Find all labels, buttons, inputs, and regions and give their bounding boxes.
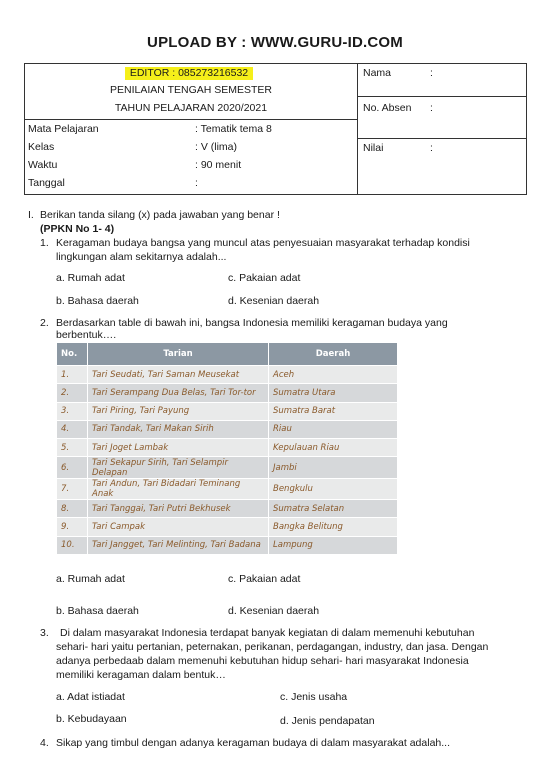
waktu-value: : 90 menit <box>195 159 242 171</box>
cell-no: 8. <box>57 500 88 518</box>
mapel-value: : Tematik tema 8 <box>195 123 272 135</box>
mapel-label: Mata Pelajaran <box>28 123 99 135</box>
cell-no: 2. <box>57 384 88 402</box>
exam-title: PENILAIAN TENGAH SEMESTER <box>109 84 272 96</box>
section-instruction: Berikan tanda silang (x) pada jawaban yang benar ! <box>40 209 280 221</box>
cell-tarian: Tari Campak <box>88 518 269 536</box>
table-row <box>57 439 398 457</box>
question-text: Keragaman budaya bangsa yang muncul atas penyesuaian masyarakat terhadap kondisi <box>56 237 470 249</box>
table-row <box>57 366 398 384</box>
nama-colon: : <box>430 67 433 79</box>
question-text: Sikap yang timbul dengan adanya keragaman budaya di dalam masyarakat adalah... <box>56 737 451 749</box>
option-b: b. Bahasa daerah <box>56 295 139 307</box>
nama-label: Nama <box>363 67 392 79</box>
question-number: 1. <box>40 237 49 249</box>
question-number: 4. <box>40 737 49 749</box>
no-absen-label: No. Absen <box>363 102 412 114</box>
cell-daerah: Bangka Belitung <box>269 518 398 536</box>
col-header-no: No. <box>57 343 88 366</box>
kelas-value: : V (lima) <box>195 141 237 153</box>
nilai-colon: : <box>430 142 433 154</box>
question-text: Di dalam masyarakat Indonesia terdapat banyak kegiatan di dalam memenuhi kebutuhan <box>60 627 475 639</box>
cell-tarian: Tari Piring, Tari Payung <box>88 402 269 420</box>
header-divider <box>357 138 526 139</box>
cell-no: 1. <box>57 366 88 384</box>
cell-tarian: Tari Tandak, Tari Makan Sirih <box>88 420 269 438</box>
question-text: memiliki keragaman dalam bentuk… <box>56 669 226 681</box>
cell-tarian: Tari Joget Lambak <box>88 439 269 457</box>
cell-tarian: Tari Sekapur Sirih, Tari Selampir Delapan <box>88 457 269 478</box>
question-text: adanya perbedaab dalam memenuhi kebutuhan hidup sehari- hari masyarakat Indonesia <box>56 655 469 667</box>
option-c: c. Pakaian adat <box>228 272 301 284</box>
waktu-label: Waktu <box>28 159 58 171</box>
editor-contact: EDITOR : 085273216532 <box>125 67 253 80</box>
site-banner: UPLOAD BY : WWW.GURU-ID.COM <box>147 34 403 51</box>
question-text: sehari- hari yaitu pertanian, peternakan, perikanan, perdagangan, industry, dan jasa. Dengan <box>56 641 489 653</box>
cell-daerah: Sumatra Selatan <box>269 500 398 518</box>
no-absen-colon: : <box>430 102 433 114</box>
cell-tarian: Tari Jangget, Tari Melinting, Tari Badana <box>88 536 269 554</box>
question-text: Berdasarkan table di bawah ini, bangsa Indonesia memiliki keragaman budaya yang <box>56 317 448 329</box>
cell-no: 7. <box>57 478 88 499</box>
option-b: b. Bahasa daerah <box>56 605 139 617</box>
option-d: d. Kesenian daerah <box>228 605 320 617</box>
cell-daerah: Jambi <box>269 457 398 478</box>
cell-no: 3. <box>57 402 88 420</box>
option-d: d. Kesenian daerah <box>228 295 320 307</box>
cell-daerah: Sumatra Utara <box>269 384 398 402</box>
table-row <box>57 518 398 536</box>
col-header-daerah: Daerah <box>269 343 398 366</box>
cell-tarian: Tari Serampang Dua Belas, Tari Tor-tor <box>88 384 269 402</box>
table-row <box>57 478 398 499</box>
cell-tarian: Tari Tanggai, Tari Putri Bekhusek <box>88 500 269 518</box>
cell-no: 9. <box>57 518 88 536</box>
dance-region-table <box>56 342 398 555</box>
table-row <box>57 384 398 402</box>
cell-tarian: Tari Seudati, Tari Saman Meusekat <box>88 366 269 384</box>
tanggal-value: : <box>195 177 198 189</box>
cell-no: 6. <box>57 457 88 478</box>
cell-no: 4. <box>57 420 88 438</box>
cell-daerah: Lampung <box>269 536 398 554</box>
table-row <box>57 536 398 554</box>
option-b: b. Kebudayaan <box>56 713 127 725</box>
header-divider <box>25 119 357 120</box>
header-divider <box>357 64 358 194</box>
option-c: c. Jenis usaha <box>280 691 348 703</box>
option-d: d. Jenis pendapatan <box>280 715 375 727</box>
question-text: berbentuk…. <box>56 329 117 341</box>
nilai-label: Nilai <box>363 142 384 154</box>
cell-no: 10. <box>57 536 88 554</box>
question-number: 3. <box>40 627 49 639</box>
cell-daerah: Kepulauan Riau <box>269 439 398 457</box>
table-row <box>57 500 398 518</box>
question-text: lingkungan alam sekitarnya adalah... <box>56 251 227 263</box>
section-number: I. <box>28 209 34 221</box>
tanggal-label: Tanggal <box>28 177 65 189</box>
option-c: c. Pakaian adat <box>228 573 301 585</box>
table-row <box>57 402 398 420</box>
cell-daerah: Sumatra Barat <box>269 402 398 420</box>
option-a: a. Rumah adat <box>56 573 125 585</box>
option-a: a. Adat istiadat <box>56 691 125 703</box>
cell-daerah: Riau <box>269 420 398 438</box>
table-row <box>57 457 398 478</box>
cell-daerah: Aceh <box>269 366 398 384</box>
cell-tarian: Tari Andun, Tari Bidadari Teminang Anak <box>88 478 269 499</box>
cell-no: 5. <box>57 439 88 457</box>
option-a: a. Rumah adat <box>56 272 125 284</box>
school-year: TAHUN PELAJARAN 2020/2021 <box>114 102 268 114</box>
col-header-tarian: Tarian <box>88 343 269 366</box>
cell-daerah: Bengkulu <box>269 478 398 499</box>
section-subtitle: (PPKN No 1- 4) <box>40 223 115 235</box>
kelas-label: Kelas <box>28 141 55 153</box>
question-number: 2. <box>40 317 49 329</box>
table-row <box>57 420 398 438</box>
exam-header-box <box>24 63 527 195</box>
header-divider <box>357 96 526 97</box>
